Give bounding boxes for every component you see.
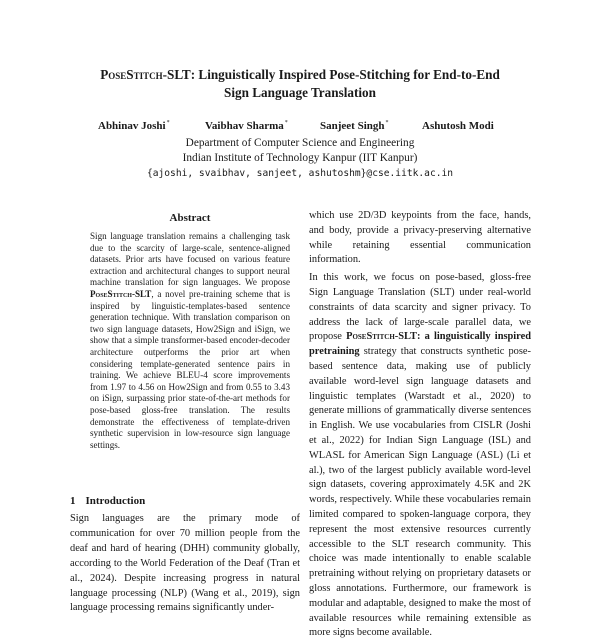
section-heading-introduction (70, 495, 300, 507)
author-2: Vaibhav Sharma* (205, 120, 288, 132)
right-column-paragraph-2: In this work, we focus on pose-based, gloss-free Sign Language Translation (SLT) under real-world constraints of data scarcity and signer privacy. To address the lack of large-scale parallel data, we propose PoseStitch-SLT: a linguistically inspired pretraining strategy that constructs synthetic pose-based sentence data, making use of publicly available word-level sign language datasets and linguistic templates (Warstadt et al., 2020) to generate millions of grammatically diverse sentences in English. We use vocabularies from CISLR (Joshi et al., 2022) for Indian Sign Language (ISL) and WLASL for American Sign Language (ASL) (Li et al.), two of the largest publicly available word-level sign datasets, covering approximately 4.5K and 2K words, respectively. While these vocabularies remain limited compared to spoken-language corpora, they represent the most extensive resources currently accessible to the SLT research community. This choice was made intentionally to enable scalable pretraining without relying on proprietary datasets or gloss annotations. Furthermore, our framework is modular and adaptable, designed to make the most of available resources while remaining extensible as more signs become available. (309, 272, 531, 639)
abstract-method-name: PoseStitch-SLT (90, 288, 152, 299)
author-4: Ashutosh Modi (422, 120, 494, 132)
section-title: Introduction (85, 495, 146, 507)
affiliation-block (60, 136, 540, 181)
abstract-text: Sign language translation remains a challenging task due to the scarcity of large-scale, sentence-aligned datasets. Prior arts have focused on various feature extraction and architectural changes to support neural machine translation for sign languages. We propose PoseStitch-SLT, a novel pre-training scheme that is inspired by linguistic-templates-based sentence generation technique. With translation comparison on two sign language datasets, How2Sign and iSign, we show that a simple transformer-based encoder-decoder architecture outperforms the prior art when considering template-generated sentence pairs in training. We achieve BLEU-4 score improvements from 1.97 to 4.56 on How2Sign and from 0.55 to 3.43 on iSign, surpassing prior state-of-the-art methods for pose-based gloss-free translation. The results demonstrate the effectiveness of template-driven synthetic supervision in low-resource sign language settings. (90, 231, 290, 450)
affiliation-institute: Indian Institute of Technology Kanpur (IIT Kanpur) (182, 152, 418, 164)
affiliation-department: Department of Computer Science and Engineering (185, 137, 415, 149)
introduction-paragraph: Sign languages are the primary mode of communication for over 70 million people from the deaf and hard of hearing (DHH) community globally, according to the World Federation of the Deaf (Tran et al., 2024). Despite increasing progress in natural language processing (NLP) (Wang et al., 2019), sign language processing remains significantly under- (70, 513, 300, 614)
title-line2: Sign Language Translation (224, 85, 376, 100)
equal-contribution-mark: * (166, 120, 170, 127)
right-column (309, 209, 531, 639)
title-method-name: PoseStitch-SLT (100, 67, 191, 82)
author-1: Abhinav Joshi* (98, 120, 170, 132)
paper-title (60, 66, 540, 102)
author-3: Sanjeet Singh* (320, 120, 389, 132)
body-method-name: PoseStitch-SLT (346, 331, 417, 343)
section-number: 1 (70, 495, 76, 507)
body-bold-phrase: a linguistically inspired pretraining (309, 331, 531, 358)
equal-contribution-mark: * (385, 120, 389, 127)
abstract-heading: Abstract (169, 212, 211, 224)
equal-contribution-mark: * (284, 120, 288, 127)
author-list (60, 118, 540, 136)
title-line1-rest: : Linguistically Inspired Pose-Stitching for End-to-End (190, 67, 500, 82)
right-column-paragraph-1: which use 2D/3D keypoints from the face, hands, and body, provide a privacy-preserving alternative while retaining essential communication information. (309, 210, 531, 266)
author-emails: {ajoshi, svaibhav, sanjeet, ashutoshm}@cse.iitk.ac.in (146, 168, 454, 179)
